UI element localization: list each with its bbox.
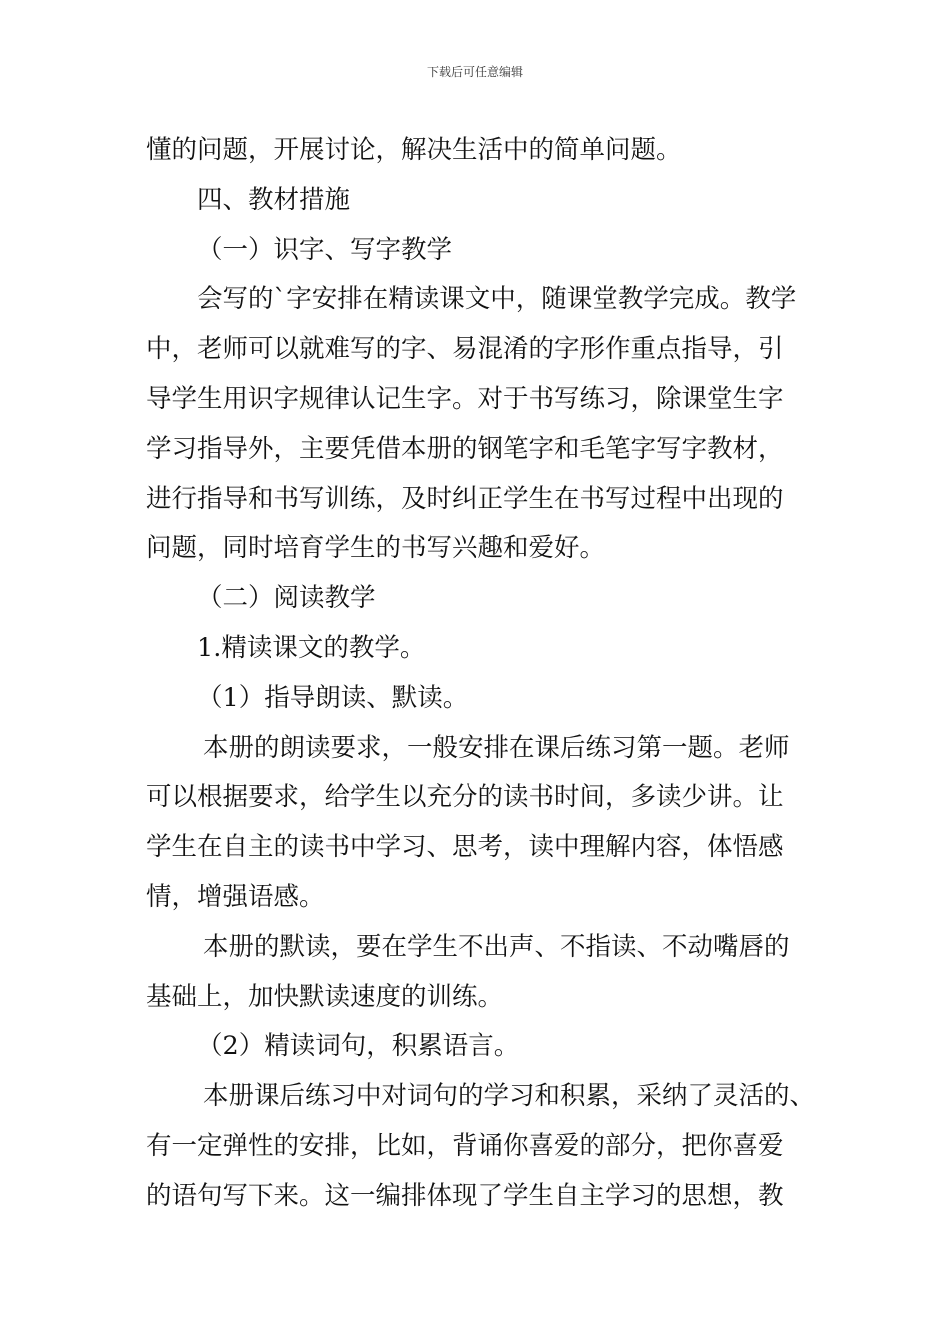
text-line: 本册的朗读要求，一般安排在课后练习第一题。老师 bbox=[203, 732, 790, 763]
section-heading: 四、教材措施 bbox=[197, 184, 351, 215]
text-line: 的语句写下来。这一编排体现了学生自主学习的思想，教 bbox=[146, 1180, 784, 1211]
page-header: 下载后可任意编辑 bbox=[426, 65, 523, 79]
text-line: 本册课后练习中对词句的学习和积累，采纳了灵活的、 bbox=[203, 1081, 816, 1112]
subsection-heading: （二）阅读教学 bbox=[197, 583, 376, 614]
text-line: 进行指导和书写训练，及时纠正学生在书写过程中出现的 bbox=[146, 483, 784, 514]
document-body bbox=[146, 130, 816, 1226]
text-line: 有一定弹性的安排，比如，背诵你喜爱的部分，把你喜爱 bbox=[146, 1130, 784, 1161]
subsection-heading: （一）识字、写字教学 bbox=[197, 234, 453, 265]
text-line: 基础上，加快默读速度的训练。 bbox=[146, 981, 504, 1012]
item-heading: （1）指导朗读、默读。 bbox=[197, 682, 469, 713]
text-line: 问题，同时培育学生的书写兴趣和爱好。 bbox=[146, 533, 606, 564]
text-line: 学生在自主的读书中学习、思考，读中理解内容，体悟感 bbox=[146, 832, 784, 863]
text-line: 学习指导外，主要凭借本册的钢笔字和毛笔字写字教材， bbox=[146, 433, 784, 464]
text-line: 可以根据要求，给学生以充分的读书时间，多读少讲。让 bbox=[146, 782, 784, 813]
text-line: 懂的问题，开展讨论，解决生活中的简单问题。 bbox=[146, 135, 682, 165]
item-heading: 1.精读课文的教学。 bbox=[197, 632, 426, 663]
text-line: 导学生用识字规律认记生字。对于书写练习，除课堂生字 bbox=[146, 383, 784, 414]
text-line: 中，老师可以就难写的字、易混淆的字形作重点指导，引 bbox=[146, 334, 784, 365]
item-heading: （2）精读词句，积累语言。 bbox=[197, 1031, 520, 1062]
text-line: 本册的默读，要在学生不出声、不指读、不动嘴唇的 bbox=[203, 931, 790, 962]
text-line: 情，增强语感。 bbox=[146, 881, 325, 912]
text-line: 会写的`字安排在精读课文中，随课堂教学完成。教学 bbox=[197, 284, 797, 315]
